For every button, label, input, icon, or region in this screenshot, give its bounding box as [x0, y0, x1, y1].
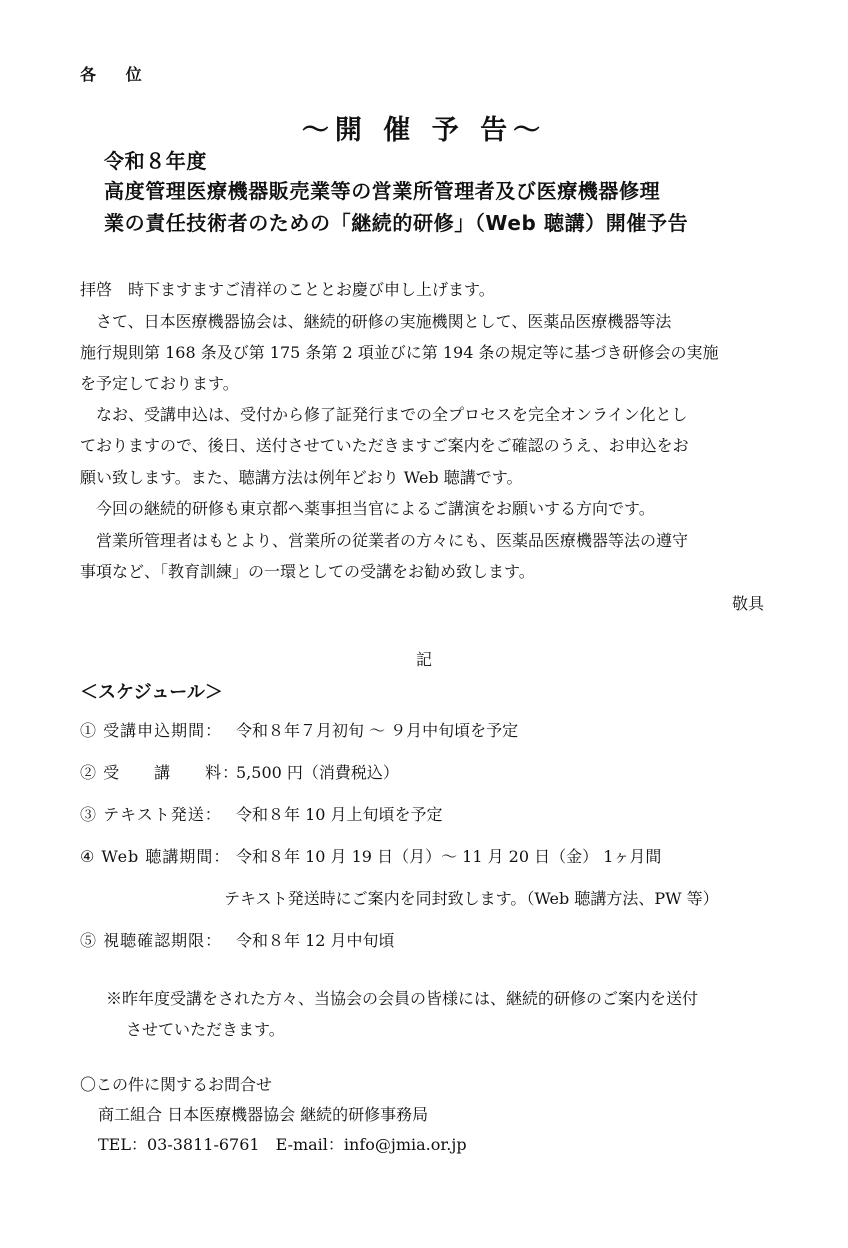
- schedule-item-3: [80, 805, 443, 825]
- schedule-label: ③ テキスト発送：: [80, 805, 222, 824]
- addressee: 各 位: [80, 65, 154, 84]
- schedule-item-1: [80, 721, 518, 741]
- body-line-5: なお、受講申込は、受付から修了証発行までの全プロセスを完全オンライン化とし: [80, 405, 688, 424]
- schedule-value: 令和８年 10 月 19 日（月）～ 11 月 20 日（金） 1ヶ月間: [236, 847, 662, 866]
- schedule-label: ⑤ 視聴確認期限：: [80, 931, 223, 950]
- note-line-1: ※昨年度受講をされた方々、当協会の会員の皆様には、継続的研修のご案内を送付: [106, 989, 699, 1008]
- schedule-value: 令和８年 10 月上旬頃を予定: [236, 805, 443, 824]
- body-line-3: 施行規則第 168 条及び第 175 条第 2 項並びに第 194 条の規定等に基づき研修会の実施: [80, 343, 719, 362]
- contact-tel-email: TEL：03-3811-6761 E-mail：info@jmia.or.jp: [98, 1135, 467, 1154]
- body-line-2: さて、日本医療機器協会は、継続的研修の実施機関として、医薬品医療機器等法: [80, 312, 672, 331]
- body-line-10: 事項など、「教育訓練」の一環としての受講をお勧め致します。: [80, 562, 535, 581]
- subtitle-line-1: 令和８年度: [104, 149, 207, 173]
- body-line-4: を予定しております。: [80, 374, 239, 393]
- schedule-label: ① 受講申込期間：: [80, 721, 223, 740]
- subtitle-line-3: 業の責任技術者のための「継続的研修」（Web 聴講）開催予告: [104, 211, 689, 235]
- ki-label: 記: [415, 650, 432, 669]
- body-line-6: ておりますので、後日、送付させていただきますご案内をご確認のうえ、お申込をお: [80, 436, 689, 455]
- schedule-item-4: [80, 847, 661, 867]
- contact-heading: 〇この件に関するお問合せ: [80, 1075, 273, 1094]
- contact-org: 商工組合 日本医療機器協会 継続的研修事務局: [98, 1105, 429, 1124]
- body-line-7: 願い致します。また、聴講方法は例年どおり Web 聴講です。: [80, 468, 523, 487]
- subtitle-line-2: 高度管理医療機器販売業等の営業所管理者及び医療機器修理: [104, 179, 661, 203]
- body-line-9: 営業所管理者はもとより、営業所の従業者の方々にも、医薬品医療機器等法の遵守: [80, 531, 689, 550]
- schedule-label: ④ Web 聴講期間：: [80, 847, 231, 866]
- schedule-value: 5,500 円（消費税込）: [236, 763, 399, 782]
- schedule-label: ② 受 講 料：: [80, 763, 240, 782]
- page-title: ～開 催 予 告～: [301, 115, 547, 146]
- note-line-2: させていただきます。: [126, 1020, 285, 1039]
- schedule-heading: ＜スケジュール＞: [80, 682, 223, 703]
- schedule-item-2: [80, 763, 399, 783]
- schedule-item-4-note: テキスト発送時にご案内を同封致します。（Web 聴講方法、PW 等）: [224, 889, 719, 908]
- closing: 敬具: [731, 594, 764, 613]
- schedule-value: 令和８年 12 月中旬頃: [236, 931, 395, 950]
- body-line-1: 拝啓 時下ますますご清祥のこととお慶び申し上げます。: [80, 280, 495, 299]
- schedule-item-5: [80, 931, 395, 951]
- schedule-value: 令和８年７月初旬 ～ ９月中旬頃を予定: [236, 721, 519, 740]
- body-line-8: 今回の継続的研修も東京都へ薬事担当官によるご講演をお願いする方向です。: [80, 499, 655, 518]
